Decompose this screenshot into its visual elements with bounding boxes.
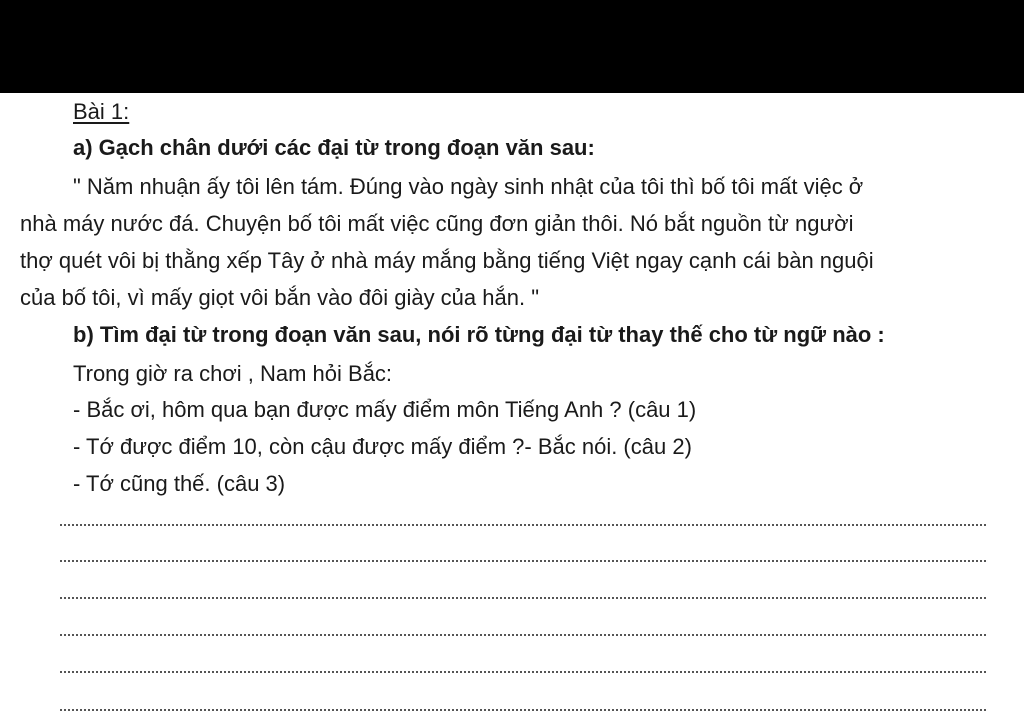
answer-dotted-line: [60, 524, 986, 526]
part-a-heading: a) Gạch chân dưới các đại từ trong đoạn văn sau:: [73, 135, 595, 160]
answer-dotted-line: [60, 634, 986, 636]
passage-line: nhà máy nước đá. Chuyện bố tôi mất việc cũng đơn giản thôi. Nó bắt nguồn từ người: [20, 211, 854, 236]
passage-line: của bố tôi, vì mấy giọt vôi bắn vào đôi giày của hắn. ": [20, 285, 540, 310]
passage-line: thợ quét vôi bị thằng xếp Tây ở nhà máy mắng bằng tiếng Việt ngay cạnh cái bàn nguội: [20, 248, 874, 273]
answer-dotted-line: [60, 597, 986, 599]
dialogue-line: - Tớ được điểm 10, còn cậu được mấy điểm ?- Bắc nói. (câu 2): [73, 434, 692, 459]
worksheet-page: [0, 93, 1024, 724]
answer-dotted-line: [60, 560, 986, 562]
answer-dotted-line: [60, 671, 986, 673]
part-b-heading: b) Tìm đại từ trong đoạn văn sau, nói rõ từng đại từ thay thế cho từ ngữ nào :: [73, 322, 885, 347]
passage-line: " Năm nhuận ấy tôi lên tám. Đúng vào ngày sinh nhật của tôi thì bố tôi mất việc ở: [73, 174, 864, 199]
dialogue-line: - Tớ cũng thế. (câu 3): [73, 471, 286, 496]
dialogue-line: - Bắc ơi, hôm qua bạn được mấy điểm môn Tiếng Anh ? (câu 1): [73, 397, 697, 422]
exercise-title: Bài 1:: [73, 99, 130, 124]
top-black-bar: [0, 0, 1024, 93]
dialogue-line: Trong giờ ra chơi , Nam hỏi Bắc:: [73, 361, 393, 386]
answer-dotted-line: [60, 709, 986, 711]
